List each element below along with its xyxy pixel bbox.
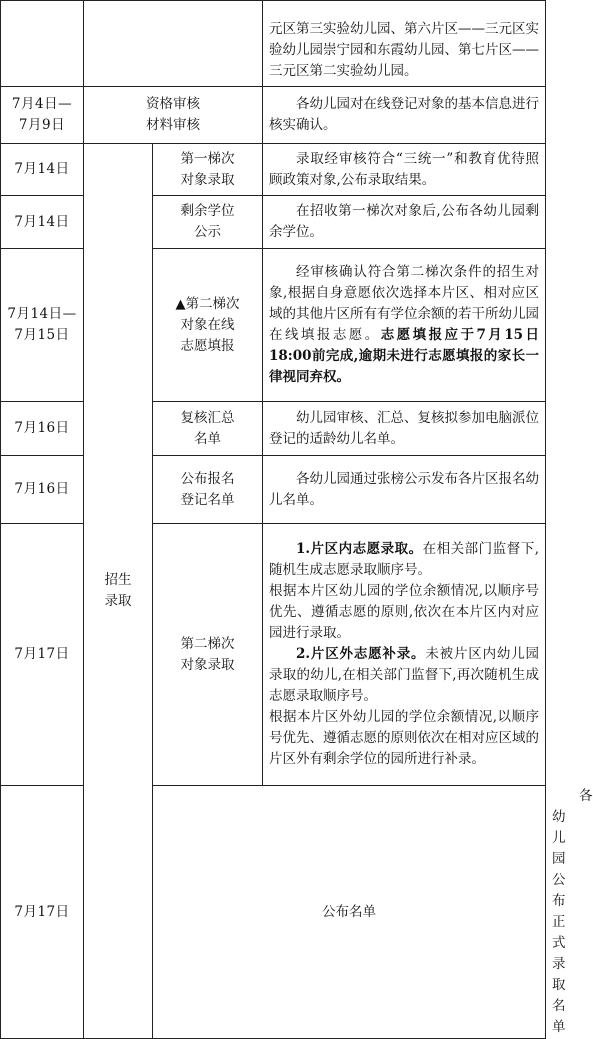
date-cell: 7月14日 [1, 196, 84, 249]
stage-cell: 公布名单 [153, 786, 546, 1039]
substage-cell: 复核汇总 名单 [153, 402, 263, 456]
description-text: 元区第三实验幼儿园、第六片区——三元区实验幼儿园崇宁园和东霞幼儿园、第七片区——三元区第二实验幼儿园。 [269, 21, 539, 79]
substage-cell: 第二梯次 对象录取 [153, 524, 263, 786]
description-cell [263, 524, 546, 786]
description-text: 各幼儿园通过张榜公示发布各片区报名幼儿名单。 [269, 470, 539, 508]
description-text [269, 262, 539, 388]
date-cell: 7月17日 [1, 786, 84, 1039]
description-plain: 未被片区内幼儿园录取的幼儿,在相关部门监督下,再次随机生成志愿录取顺序号。 [269, 646, 540, 704]
description-plain: 在相关部门监督下,随机生成志愿录取顺序号。 [269, 541, 539, 578]
description-heading: 2.片区外志愿补录。 [296, 646, 426, 662]
table-row [1, 87, 546, 144]
description-cell [263, 456, 546, 524]
stage-cell-empty [84, 1, 263, 87]
description-text: 在招收第一梯次对象后,公布各幼儿园剩余学位。 [269, 203, 539, 240]
description-emphasis: 志愿填报应于7月15日18:00前完成,逾期未进行志愿填报的家长一律视同弃权。 [269, 327, 539, 385]
description-plain: 经审核确认符合第二梯次条件的招生对象,根据自身意愿依次选择本片区、相对应区域的其他片区所有有学位余额的若干所幼儿园在线填报志愿。 [269, 264, 539, 343]
table-row: 7月17日 公布名单 各幼儿园公布正式录取名单 [1, 786, 546, 1039]
stage-cell: 资格审核 材料审核 [84, 87, 263, 144]
date-cell: 7月16日 [1, 402, 84, 456]
date-cell-empty [1, 1, 84, 87]
description-cell [263, 402, 546, 456]
description-paragraph: 根据本片区幼儿园的学位余额情况,以顺序号优先、遵循志愿的原则,依次在本片区内对应园进行录取。 [269, 583, 539, 641]
table-row [1, 1, 546, 87]
substage-cell: 剩余学位 公示 [153, 196, 263, 249]
description-paragraph: 根据本片区外幼儿园的学位余额情况,以顺序号优先、遵循志愿的原则依次在相对应区域的片区外有剩余学位的园所进行补录。 [269, 709, 539, 767]
date-cell: 7月4日— 7月9日 [1, 87, 84, 144]
table-row [1, 456, 546, 524]
description-paragraph [269, 644, 539, 707]
substage-cell: 第一梯次 对象录取 [153, 144, 263, 196]
date-cell: 7月16日 [1, 456, 84, 524]
description-text: 录取经审核符合“三统一”和教育优待照顾政策对象,公布录取结果。 [269, 150, 539, 188]
description-cell [263, 249, 546, 402]
table-row [1, 524, 546, 786]
substage-cell [153, 249, 263, 402]
table-row [1, 144, 546, 196]
substage-cell: 公布报名 登记名单 [153, 456, 263, 524]
table-row [1, 196, 546, 249]
description-paragraph [269, 539, 539, 581]
description-heading: 1.片区内志愿录取。 [296, 541, 423, 557]
date-cell: 7月17日 [1, 524, 84, 786]
description-cell [263, 1, 546, 87]
substage-label: 第二梯次 对象在线 志愿填报 [180, 295, 240, 354]
triangle-marker-icon: ▲ [175, 296, 186, 312]
date-cell: 7月14日— 7月15日 [1, 249, 84, 402]
stage-group-label: 招生 录取 [84, 144, 153, 1039]
description-cell [263, 87, 546, 144]
table-row [1, 402, 546, 456]
description-text: 各幼儿园对在线登记对象的基本信息进行核实确认。 [269, 96, 539, 133]
table-row [1, 249, 546, 402]
date-cell: 7月14日 [1, 144, 84, 196]
description-text: 幼儿园审核、汇总、复核拟参加电脑派位登记的适龄幼儿名单。 [269, 409, 539, 447]
description-cell [263, 196, 546, 249]
description-cell [263, 144, 546, 196]
